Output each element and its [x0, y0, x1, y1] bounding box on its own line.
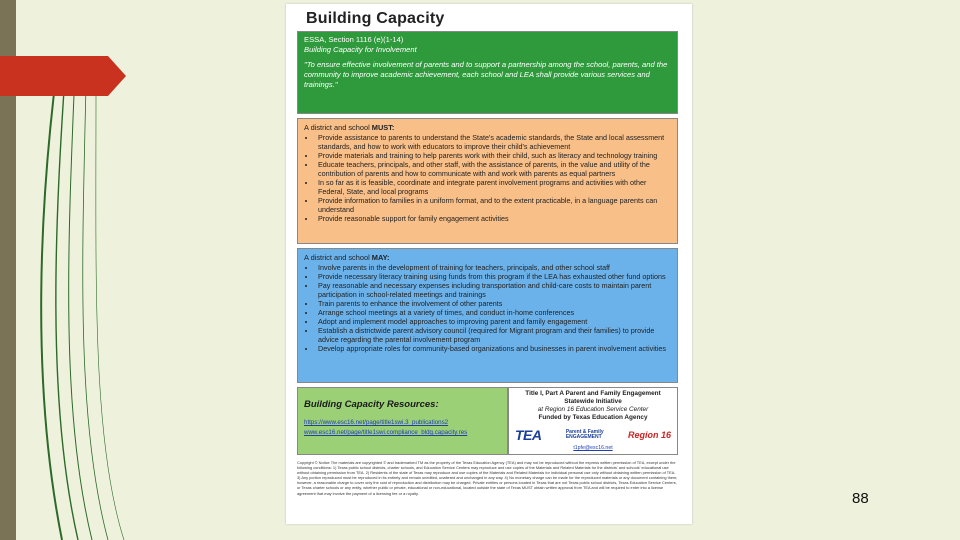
- initiative-line: Title I, Part A Parent and Family Engagement: [525, 390, 661, 397]
- initiative-line: Funded by Texas Education Agency: [538, 414, 648, 421]
- list-item: • Provide reasonable support for family engagement activities: [316, 214, 671, 223]
- list-item: • Provide materials and training to help parents work with their child, such as literacy and technology training: [316, 151, 671, 160]
- must-heading-prefix: A district and school: [304, 123, 372, 132]
- initiative-line: at Region 16 Education Service Center: [537, 406, 649, 413]
- list-item: • Pay reasonable and necessary expenses including transportation and child-care costs to maintain parent participation in school-related meetings and trainings: [316, 281, 671, 299]
- list-item: • Develop appropriate roles for community-based organizations and businesses in parent involvement activities: [316, 344, 671, 353]
- list-item: • Educate teachers, principals, and other staff, with the assistance of parents, in the value and utility of the contribution of parents and how to communicate with and work with parents as equal partners: [316, 160, 671, 178]
- may-heading: [304, 253, 671, 262]
- tea-logo-icon: TEA: [515, 427, 542, 443]
- list-item: • Involve parents in the development of training for teachers, principals, and other school staff: [316, 263, 671, 272]
- bottom-row: [297, 387, 678, 455]
- may-heading-prefix: A district and school: [304, 253, 372, 262]
- list-item: • Arrange school meetings at a variety of times, and conduct in-home conferences: [316, 308, 671, 317]
- copyright-notice: Copyright © Notice The materials are copyrighted © and trademarked TM as the property of the Texas Education Agency (TEA) and may not be reproduced without the express written permission of TEA, except under the following conditions: 1) Texas public school districts, charter schools, and Education Service Centers may reproduce and use copies of the Materials and Related Materials for the districts' and schools' educational use without obtaining permission from TEA. 2) Residents of the state of Texas may reproduce and use copies of the Materials and Related Materials for individual personal use only without obtaining written permission of TEA. 3) Any portion reproduced must be reproduced in its entirety and remain unedited, unaltered and unchanged in any way. 4) No monetary charge can be made for the reproduced materials or any document containing them; however, a reasonable charge to cover only the cost of reproduction and distribution may be charged. Private entities or persons located in Texas that are not Texas public school districts, Texas Education Service Centers, or Texas charter schools or any entity, whether public or private, educational or non-educational, located outside the state of Texas MUST obtain written approval from TEA and will be required to enter into a license agreement that may involve the payment of a licensing fee or a royalty.: [297, 460, 678, 496]
- pfe-logo-line: Parent & Family: [565, 428, 604, 435]
- initiative-line: Statewide Initiative: [564, 398, 622, 405]
- list-item: • Provide assistance to parents to understand the State's academic standards, the State and local assessment standards, and how to work with educators to improve their child's achievement: [316, 133, 671, 151]
- resource-link[interactable]: www.esc16.net/page/title1swi.compliance_bldg.capacity.res: [304, 429, 468, 436]
- essa-quote: "To ensure effective involvement of parents and to support a partnership among the school, parents, and the community to improve academic achievement, each school and LEA shall provide various services and trainings.": [304, 60, 668, 89]
- must-box: [297, 118, 678, 244]
- resources-box: [297, 387, 508, 455]
- list-item: • Train parents to enhance the involvement of other parents: [316, 299, 671, 308]
- list-item: • In so far as it is feasible, coordinate and integrate parent involvement programs and activities with other Federal, State, and local programs: [316, 178, 671, 196]
- may-box: [297, 248, 678, 383]
- region16-logo-icon: Region 16: [627, 430, 671, 440]
- essa-section-box: [297, 31, 678, 114]
- resource-link[interactable]: https://www.esc16.net/page/title1swi.3_publications2: [304, 419, 449, 426]
- pfe-logo-icon: [566, 430, 604, 441]
- must-list: [304, 133, 671, 223]
- list-item: • Provide information to families in a uniform format, and to the extent practicable, in a language parents can understand: [316, 196, 671, 214]
- essa-subtitle-line: Building Capacity for Involvement: [304, 45, 417, 54]
- must-heading: [304, 123, 671, 132]
- document-page: [286, 4, 692, 524]
- document-title: Building Capacity: [306, 10, 445, 27]
- list-item: • Provide necessary literacy training using funds from this program if the LEA has exhausted other fund options: [316, 272, 671, 281]
- may-heading-bold: MAY:: [371, 253, 390, 262]
- must-heading-bold: MUST:: [371, 123, 395, 132]
- essa-section-line: ESSA, Section 1116 (e)(1-14): [304, 35, 404, 44]
- list-item: • Adopt and implement model approaches to improving parent and family engagement: [316, 317, 671, 326]
- resources-title: Building Capacity Resources:: [304, 399, 439, 410]
- pfe-logo-line: ENGAGEMENT: [565, 434, 602, 440]
- logo-row: [513, 427, 673, 443]
- slide-number: 88: [852, 490, 869, 507]
- initiative-email-link[interactable]: t1pfe@esc16.net: [573, 445, 613, 451]
- initiative-box: [508, 387, 678, 455]
- may-list: [304, 263, 671, 353]
- red-arrow-tab: [0, 56, 126, 96]
- list-item: • Establish a districtwide parent advisory council (required for Migrant program and their families) to provide advice regarding the parental involvement program: [316, 326, 671, 344]
